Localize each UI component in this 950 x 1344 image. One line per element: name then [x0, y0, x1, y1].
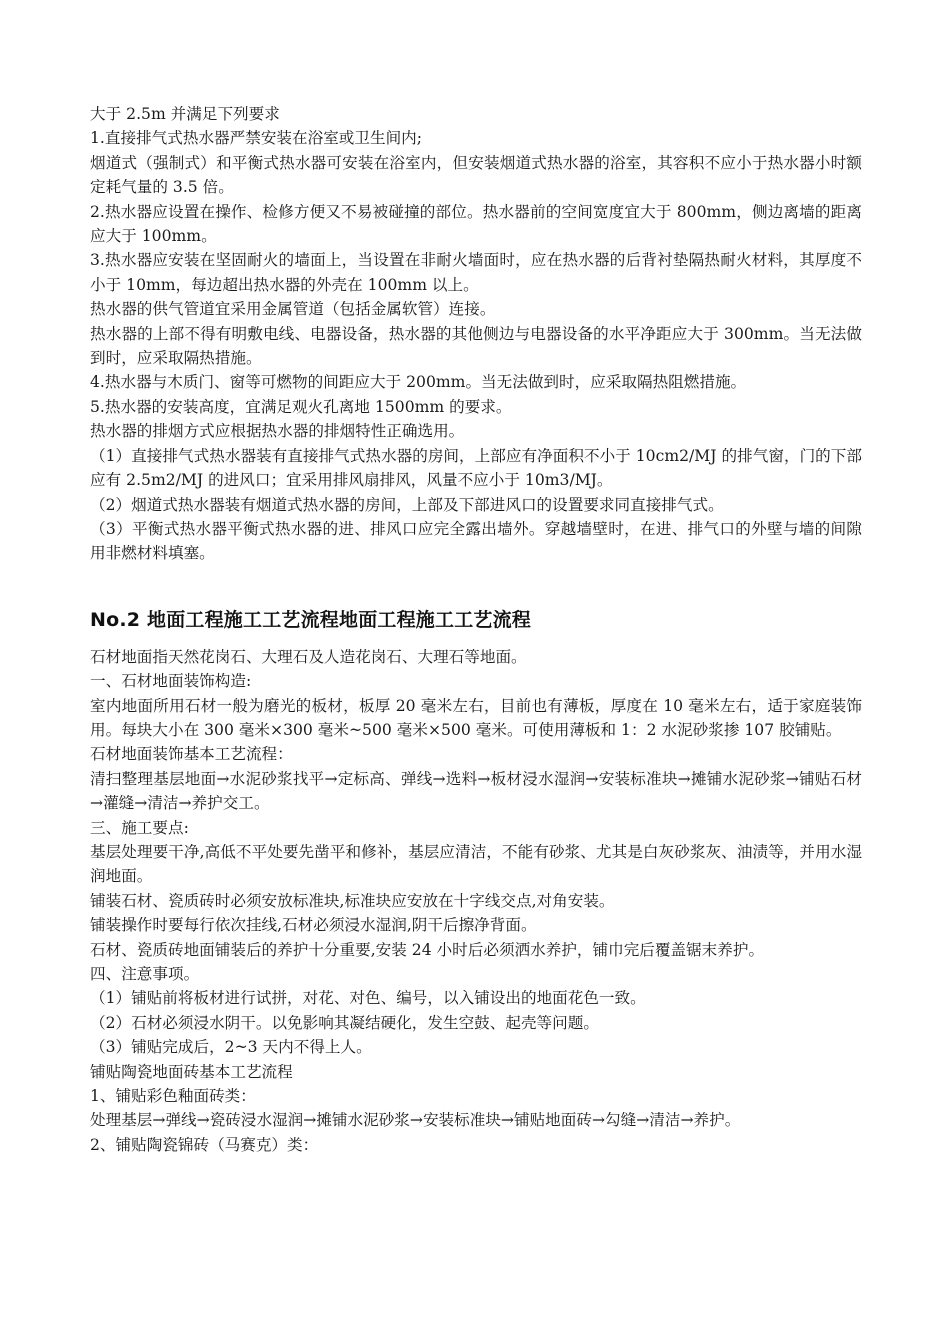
paragraph: 3.热水器应安装在坚固耐火的墙面上，当设置在非耐火墙面时，应在热水器的后背衬垫隔热耐火材料，其厚度不小于 10mm，每边超出热水器的外壳在 100mm 以上。 — [90, 251, 862, 294]
paragraph: 石材地面装饰基本工艺流程： — [90, 745, 293, 764]
paragraph: 铺贴陶瓷地面砖基本工艺流程 — [90, 1062, 293, 1081]
paragraph: 烟道式（强制式）和平衡式热水器可安装在浴室内，但安装烟道式热水器的浴室，其容积不应小于热水器小时额定耗气量的 3.5 倍。 — [90, 153, 862, 197]
paragraph: 热水器的上部不得有明敷电线、电器设备，热水器的其他侧边与电器设备的水平净距应大于 300mm。当无法做到时，应采取隔热措施。 — [90, 324, 862, 368]
paragraph: （2）石材必须浸水阴干。以免影响其凝结硬化，发生空鼓、起壳等问题。 — [90, 1013, 599, 1032]
paragraph: （1）直接排气式热水器装有直接排气式热水器的房间，上部应有净面积不小于 10cm2/MJ 的排气窗，门的下部应有 2.5m2/MJ 的进风口；宜采用排风扇排风，风量不应小于 10m3/MJ。 — [90, 446, 862, 490]
paragraph: （2）烟道式热水器装有烟道式热水器的房间，上部及下部进风口的设置要求同直接排气式。 — [90, 495, 724, 514]
paragraph: 石材、瓷质砖地面铺装后的养护十分重要,安装 24 小时后必须洒水养护，铺巾完后覆盖锯末养护。 — [90, 940, 765, 959]
paragraph: 清扫整理基层地面→水泥砂浆找平→定标高、弹线→选料→板材浸水湿润→安装标准块→摊铺水泥砂浆→铺贴石材→灌缝→清洁→养护交工。 — [90, 769, 862, 813]
paragraph: 热水器的排烟方式应根据热水器的排烟特性正确选用。 — [90, 422, 465, 441]
paragraph: 四、注意事项。 — [90, 965, 200, 983]
paragraph: 热水器的供气管道宜采用金属管道（包括金属软管）连接。 — [90, 300, 496, 319]
section-heater-requirements — [90, 102, 862, 566]
section-floor-construction — [90, 645, 862, 1158]
paragraph: 5.热水器的安装高度，宜满足观火孔离地 1500mm 的要求。 — [90, 397, 512, 416]
paragraph: （3）铺贴完成后，2~3 天内不得上人。 — [90, 1038, 372, 1057]
paragraph: 4.热水器与木质门、窗等可燃物的间距应大于 200mm。当无法做到时，应采取隔热阻燃措施。 — [90, 373, 747, 392]
paragraph: 铺装操作时要每行依次挂线,石材必须浸水湿润,阴干后擦净背面。 — [90, 916, 537, 935]
paragraph: 2.热水器应设置在操作、检修方便又不易被碰撞的部位。热水器前的空间宽度宜大于 800mm，侧边离墙的距离应大于 100mm。 — [90, 202, 862, 246]
paragraph: 基层处理要干净,高低不平处要先凿平和修补，基层应清洁，不能有砂浆、尤其是白灰砂浆灰、油渍等，并用水湿润地面。 — [90, 842, 862, 886]
paragraph: 三、施工要点: — [90, 818, 189, 837]
paragraph: 1.直接排气式热水器严禁安装在浴室或卫生间内; — [90, 129, 423, 148]
paragraph: 2、铺贴陶瓷锦砖（马赛克）类： — [90, 1135, 319, 1154]
paragraph: 1、铺贴彩色釉面砖类： — [90, 1087, 256, 1106]
document-page — [90, 102, 862, 1157]
paragraph: 铺装石材、瓷质砖时必须安放标准块,标准块应安放在十字线交点,对角安装。 — [90, 891, 615, 910]
paragraph: 处理基层→弹线→瓷砖浸水湿润→摊铺水泥砂浆→安装标准块→铺贴地面砖→勾缝→清洁→养护。 — [90, 1111, 741, 1130]
paragraph: 室内地面所用石材一般为磨光的板材，板厚 20 毫米左右，目前也有薄板，厚度在 10 毫米左右，适于家庭装饰用。每块大小在 300 毫米×300 毫米~500 毫米×500 毫米。可使用薄板和 1：2 水泥砂浆掺 107 胶铺贴。 — [90, 696, 862, 739]
paragraph: 石材地面指天然花岗石、大理石及人造花岗石、大理石等地面。 — [90, 647, 527, 666]
paragraph: 大于 2.5m 并满足下列要求 — [90, 105, 280, 123]
paragraph: （3）平衡式热水器平衡式热水器的进、排风口应完全露出墙外。穿越墙壁时，在进、排气口的外壁与墙的间隙用非燃材料填塞。 — [90, 519, 862, 563]
paragraph: （1）铺贴前将板材进行试拼，对花、对色、编号，以入铺设出的地面花色一致。 — [90, 989, 646, 1008]
section-title: No.2 地面工程施工工艺流程地面工程施工工艺流程 — [90, 608, 532, 631]
paragraph: 一、石材地面装饰构造: — [90, 672, 252, 691]
